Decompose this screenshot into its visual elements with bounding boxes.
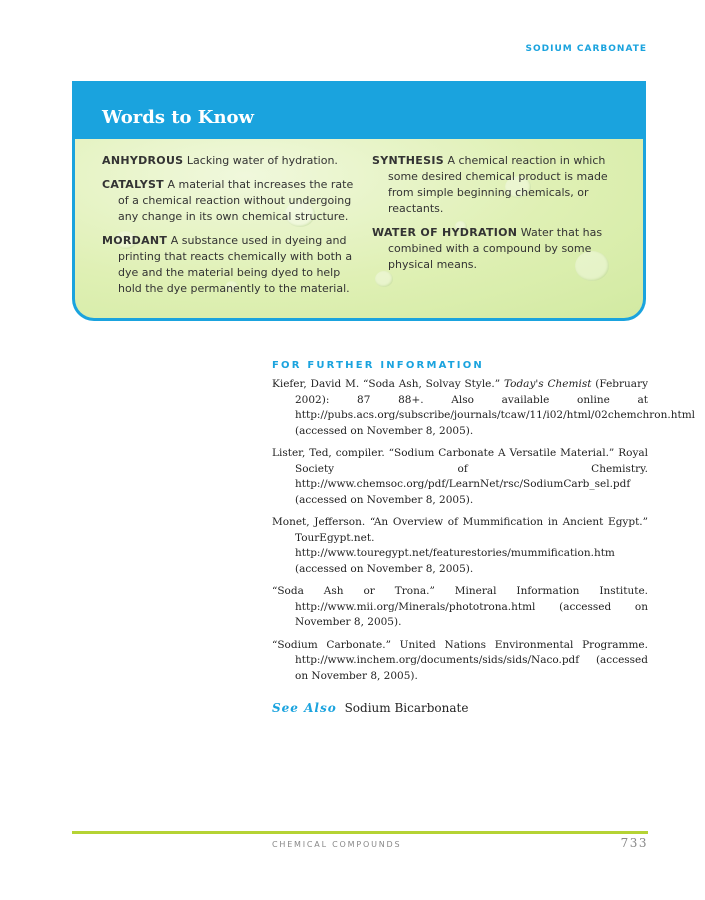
term-name: ANHYDROUS [102,154,184,167]
glossary-term [102,177,360,225]
reference-list [272,377,696,691]
reference-text: Lister, Ted, compiler. “Sodium Carbonate A Versatile Material.” Royal Society of Chemistry. http://www.chemsoc.org/pdf/LearnNet/rsc/SodiumCarb_sel.pdf (accessed on November 8, 2005). [272,447,648,506]
reference-text: “Sodium Carbonate.” United Nations Environmental Programme. http://www.inchem.org/documents/sids/sids/Naco.pdf (accessed on November 8, 2005). [272,638,648,682]
glossary-column-left [102,153,360,305]
term-name: CATALYST [102,178,164,191]
glossary-column-right [372,153,628,281]
glossary-term [372,225,628,273]
glossary-term [102,233,360,297]
term-name: SYNTHESIS [372,154,444,167]
reference-item [272,638,648,685]
term-definition: A substance used in dyeing and printing that reacts chemically with both a dye and the material being dyed to help hold the dye permanently to the material. [118,234,353,295]
see-also [272,701,468,715]
term-definition: A material that increases the rate of a chemical reaction without undergoing any change in its own chemical structure. [118,178,354,223]
term-definition: A chemical reaction in which some desired chemical product is made from simple beginning chemicals, or reactants. [388,154,608,215]
words-to-know-header [75,81,643,139]
term-name: WATER OF HYDRATION [372,226,518,239]
words-to-know-box [72,81,646,321]
reference-text: Kiefer, David M. “Soda Ash, Solvay Style.” [272,378,504,390]
footer-rule [72,831,648,834]
running-head: SODIUM CARBONATE [525,44,647,54]
reference-item [272,584,648,631]
further-information-heading: FOR FURTHER INFORMATION [272,360,484,371]
reference-text: “Soda Ash or Trona.” Mineral Information Institute. http://www.mii.org/Minerals/phototrona.html (accessed on November 8, 2005). [272,585,648,628]
reference-publication: Today's Chemist [503,378,592,390]
glossary-term [102,153,360,169]
term-definition: Lacking water of hydration. [186,154,338,167]
reference-item [272,515,648,577]
glossary-term [372,153,628,217]
reference-item [272,446,648,508]
words-to-know-title: Words to Know [102,107,255,128]
reference-text: Monet, Jefferson. “An Overview of Mummification in Ancient Egypt.” TourEgypt.net. http://www.touregypt.net/featurestories/mummification.htm (accessed on November 8, 2005). [272,516,648,575]
see-also-link[interactable]: Sodium Bicarbonate [344,701,469,715]
term-name: MORDANT [102,234,168,247]
reference-text: (February 2002): 87 88+. Also available online at http://pubs.acs.org/subscribe/journals/tcaw/11/i02/html/02chemchron.html (accessed on November 8, 2005). [295,378,696,437]
see-also-label: See Also [272,701,337,715]
reference-item [272,377,696,439]
term-definition: Water that has combined with a compound by some physical means. [388,226,603,271]
page-number: 733 [620,836,648,850]
footer-book-title: CHEMICAL COMPOUNDS [272,840,402,849]
